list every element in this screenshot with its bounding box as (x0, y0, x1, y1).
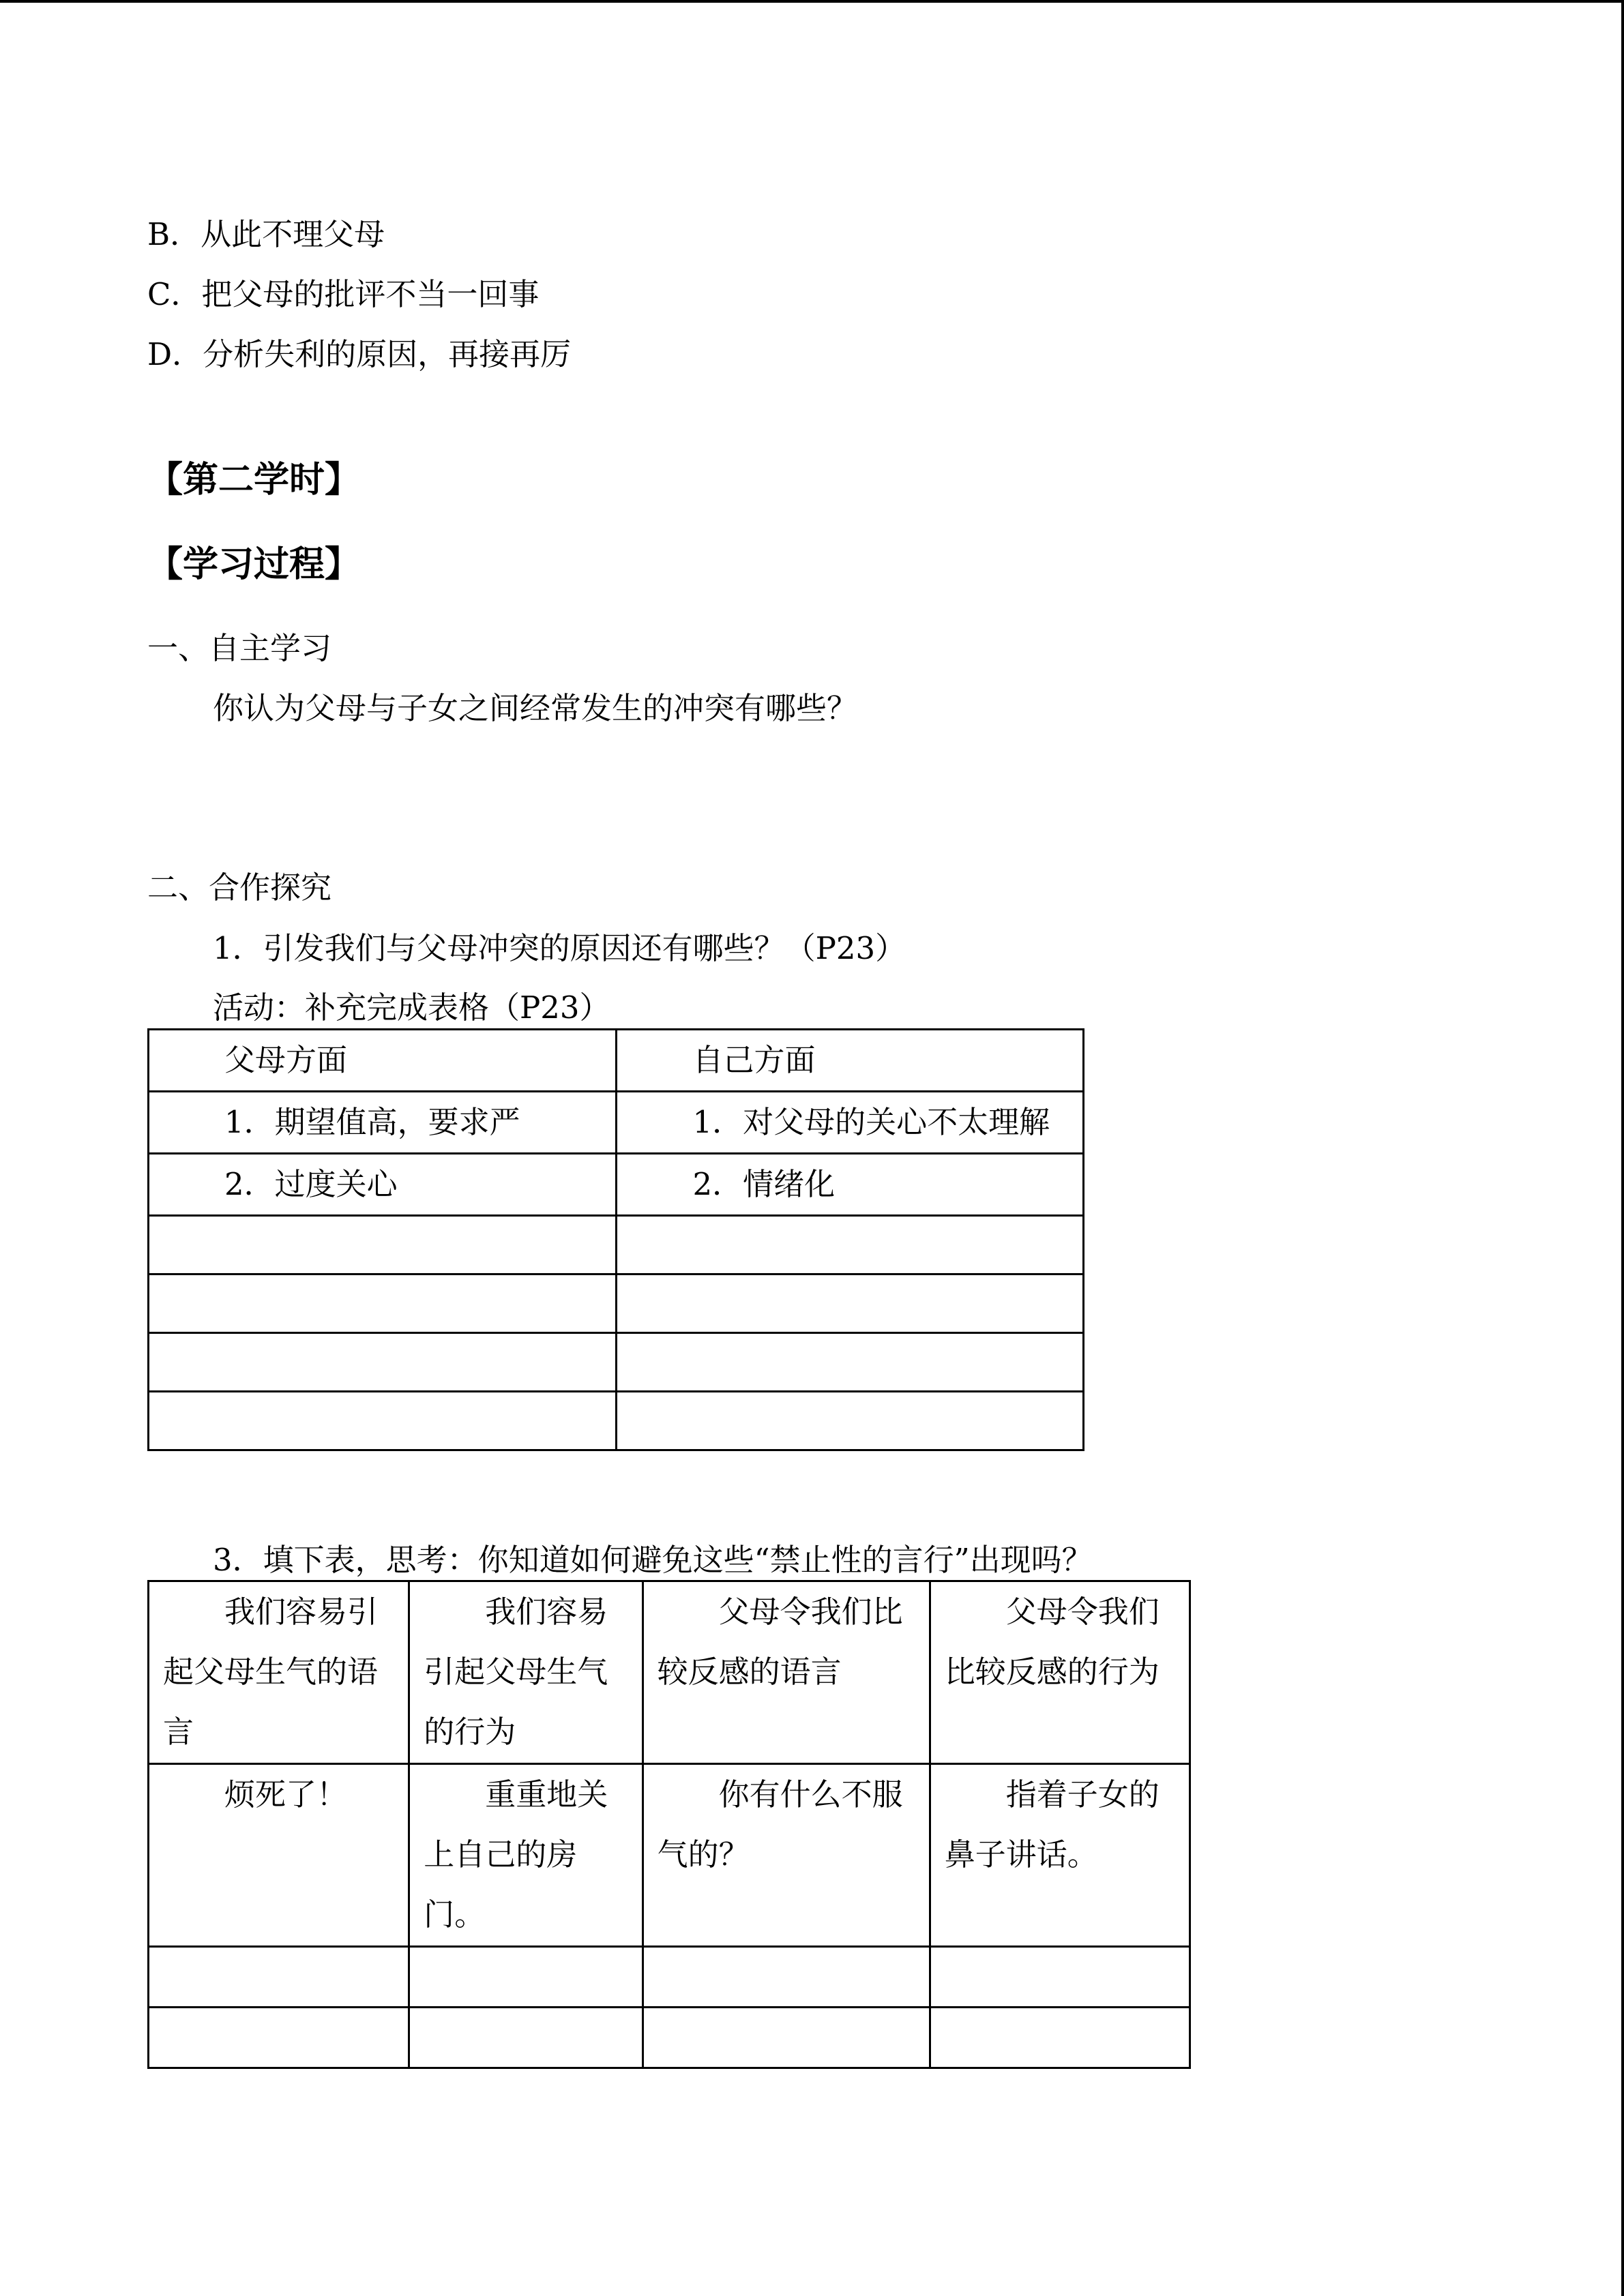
activity-label: 活动：补充完成表格（P23） (213, 989, 610, 1026)
table-row (149, 1154, 1084, 1216)
table-cell[interactable] (930, 1947, 1190, 2008)
table-cell[interactable] (643, 1947, 930, 2008)
section1-question: 你认为父母与子女之间经常发生的冲突有哪些？ (213, 690, 858, 726)
table-row (149, 2008, 1190, 2068)
section1-title: 一、自主学习 (147, 630, 332, 666)
table-row (149, 1764, 1190, 1947)
table-row (149, 1092, 1084, 1154)
header-our-actions: 我们容易引起父母生气的行为 (409, 1581, 643, 1764)
conflict-causes-table (147, 1028, 1084, 1451)
table-row (149, 1274, 1084, 1333)
header-self: 自己方面 (617, 1030, 1084, 1092)
option-d: D．分析失利的原因，再接再厉 (147, 336, 572, 372)
question-3: 3．填下表，思考：你知道如何避免这些“禁止性的言行”出现吗？ (213, 1542, 1093, 1578)
page-top-border (0, 0, 1624, 3)
table-header-row (149, 1030, 1084, 1092)
page-right-border (1621, 0, 1624, 2296)
table-cell: 2．情绪化 (617, 1154, 1084, 1216)
table-cell[interactable] (930, 2008, 1190, 2068)
table-cell: 指着子女的鼻子讲话。 (930, 1764, 1190, 1947)
behavior-table (147, 1580, 1191, 2069)
session-heading: 【第二学时】 (147, 460, 361, 501)
table-cell[interactable] (149, 1947, 409, 2008)
table-header-row (149, 1581, 1190, 1764)
question-1: 1．引发我们与父母冲突的原因还有哪些？（P23） (213, 930, 906, 966)
table-cell[interactable] (409, 2008, 643, 2068)
table-cell: 重重地关上自己的房门。 (409, 1764, 643, 1947)
option-b: B．从此不理父母 (147, 216, 385, 252)
table-row (149, 1947, 1190, 2008)
header-parent-words: 父母令我们比较反感的语言 (643, 1581, 930, 1764)
table-row (149, 1333, 1084, 1392)
header-parents: 父母方面 (149, 1030, 617, 1092)
table-cell[interactable] (409, 1947, 643, 2008)
table-cell[interactable] (149, 1333, 617, 1392)
section2-title: 二、合作探究 (147, 869, 332, 906)
table-cell[interactable] (617, 1216, 1084, 1274)
option-c: C．把父母的批评不当一回事 (147, 276, 540, 312)
table-cell: 1．期望值高，要求严 (149, 1092, 617, 1154)
table-row (149, 1216, 1084, 1274)
table-cell[interactable] (149, 2008, 409, 2068)
process-heading: 【学习过程】 (147, 544, 361, 585)
table-cell[interactable] (149, 1274, 617, 1333)
table-cell: 2．过度关心 (149, 1154, 617, 1216)
header-parent-actions: 父母令我们比较反感的行为 (930, 1581, 1190, 1764)
table-cell[interactable] (617, 1274, 1084, 1333)
table-cell[interactable] (643, 2008, 930, 2068)
table-cell[interactable] (617, 1392, 1084, 1450)
table-cell[interactable] (149, 1216, 617, 1274)
table-cell[interactable] (617, 1333, 1084, 1392)
table-row (149, 1392, 1084, 1450)
header-our-words: 我们容易引起父母生气的语言 (149, 1581, 409, 1764)
table-cell: 1．对父母的关心不太理解 (617, 1092, 1084, 1154)
table-cell: 你有什么不服气的？ (643, 1764, 930, 1947)
table-cell: 烦死了！ (149, 1764, 409, 1947)
table-cell[interactable] (149, 1392, 617, 1450)
